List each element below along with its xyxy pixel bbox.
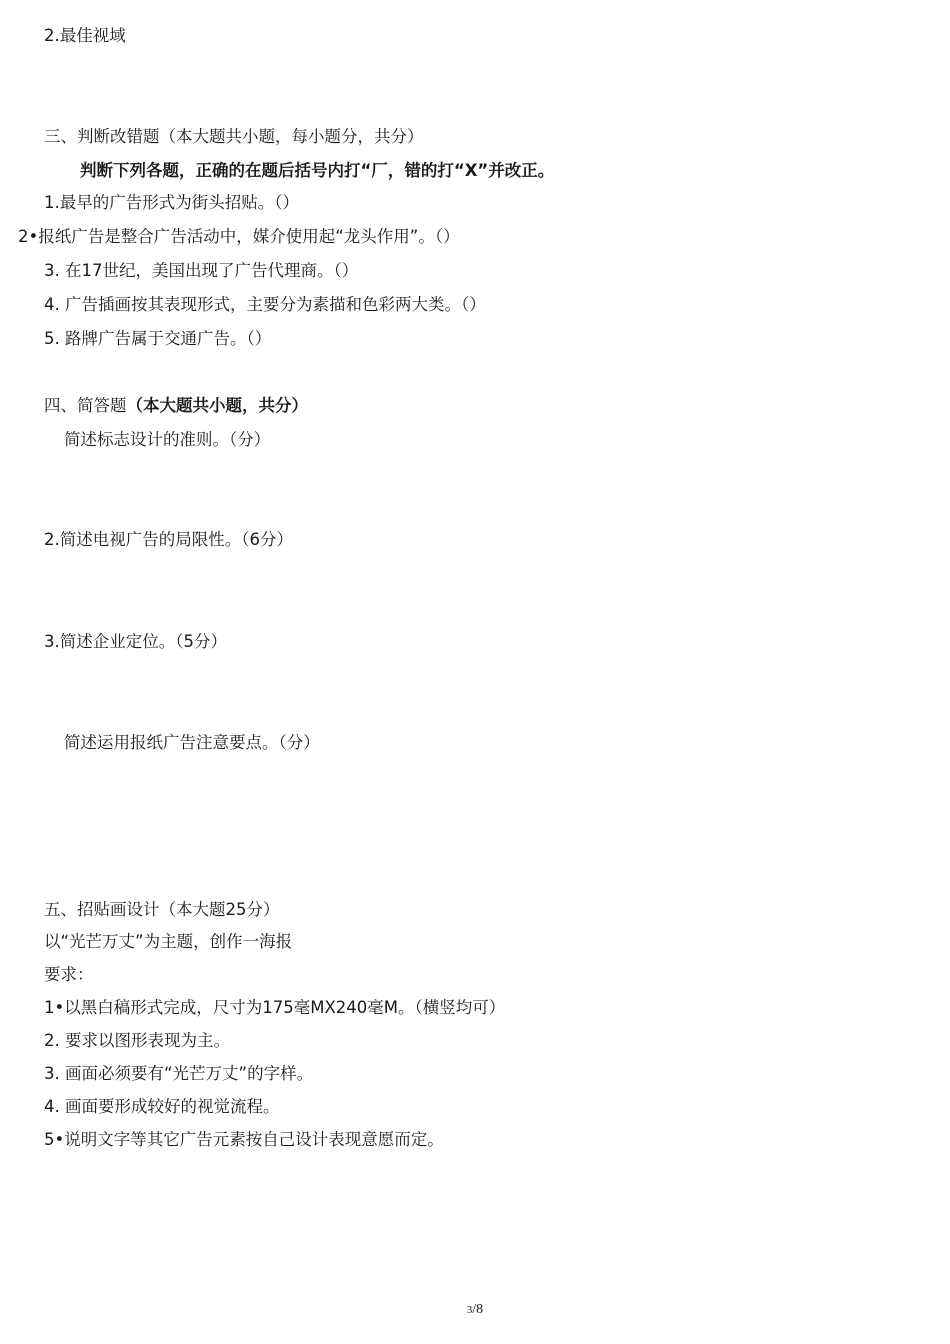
requirement-2: 2. 要求以图形表现为主。 xyxy=(44,1031,230,1050)
requirement-5: 5•说明文字等其它广告元素按自己设计表现意愿而定。 xyxy=(44,1130,444,1149)
page-number xyxy=(0,1300,950,1320)
judgment-item-2: 2•报纸广告是整合广告活动中，媒介使用起“龙头作用”。（） xyxy=(18,227,460,246)
short-answer-q2: 2.简述电视广告的局限性。（6分） xyxy=(44,530,293,549)
short-answer-q3: 3.简述企业定位。（5分） xyxy=(44,632,227,651)
section5-heading: 五、招贴画设计（本大题25分） xyxy=(44,900,280,919)
judgment-item-5: 5. 路牌广告属于交通广告。（） xyxy=(44,329,272,348)
section4-heading-plain: 四、简答题 xyxy=(44,396,127,415)
section4-heading xyxy=(44,395,308,417)
section5-requirements-label: 要求： xyxy=(44,965,94,984)
requirement-3: 3. 画面必须要有“光芒万丈”的字样。 xyxy=(44,1064,314,1083)
section5-theme: 以“光芒万丈”为主题，创作一海报 xyxy=(44,932,293,951)
section3-heading: 三、判断改错题（本大题共小题，每小题分，共分） xyxy=(44,127,424,146)
section4-heading-bold: （本大题共小题，共分） xyxy=(126,396,308,415)
judgment-item-3: 3. 在17世纪，美国出现了广告代理商。（） xyxy=(44,261,359,280)
short-answer-q4: 简述运用报纸广告注意要点。（分） xyxy=(64,733,320,752)
page-total: /8 xyxy=(472,1302,484,1317)
requirement-1: 1•以黑白稿形式完成，尺寸为175毫MX240毫M。（横竖均可） xyxy=(44,998,506,1017)
section3-instruction: 判断下列各题，正确的在题后括号内打“厂，错的打“X”并改正。 xyxy=(80,161,555,180)
requirement-4: 4. 画面要形成较好的视觉流程。 xyxy=(44,1097,280,1116)
section2-item2: 2.最佳视域 xyxy=(44,26,126,45)
short-answer-q1: 简述标志设计的准则。（分） xyxy=(64,430,271,449)
page-current: 3 xyxy=(466,1304,473,1316)
judgment-item-4: 4. 广告插画按其表现形式，主要分为素描和色彩两大类。（） xyxy=(44,295,486,314)
judgment-item-1: 1.最早的广告形式为街头招贴。（） xyxy=(44,193,299,212)
